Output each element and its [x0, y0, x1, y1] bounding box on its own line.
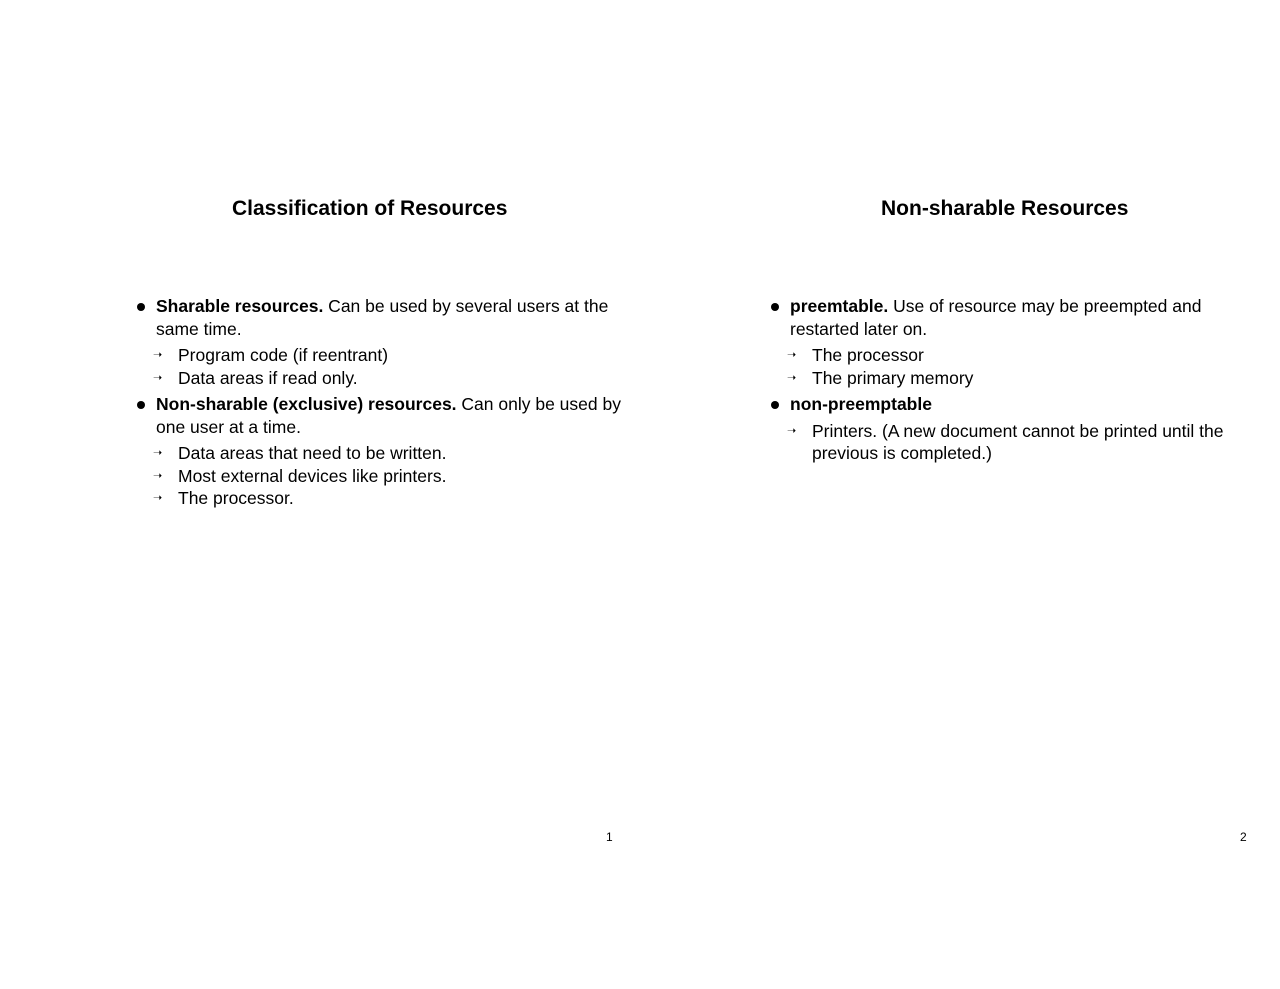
sub-item-text: The processor. — [178, 488, 294, 508]
bullet-dot-icon — [771, 401, 779, 409]
sub-item — [136, 465, 626, 488]
bullet-text: Can be used by several users at the same time. — [156, 296, 609, 339]
bullet-item — [136, 295, 626, 389]
bullet-dot-icon — [137, 303, 145, 311]
sub-item-text: Most external devices like printers. — [178, 465, 447, 486]
sub-list — [153, 442, 626, 510]
page-number: 2 — [1240, 830, 1247, 844]
sub-list — [787, 420, 1260, 465]
bullet-heading: Sharable resources. — [156, 296, 324, 316]
sub-item-text: Program code (if reentrant) — [178, 345, 389, 365]
arrow-right-icon: ➝ — [787, 424, 797, 437]
sub-list — [153, 344, 626, 389]
arrow-right-icon: ➝ — [787, 371, 797, 384]
bullet-item — [136, 393, 626, 510]
page-number: 1 — [606, 830, 613, 844]
slide-content — [770, 295, 1260, 469]
sub-item — [136, 367, 626, 390]
sub-item — [136, 344, 626, 367]
bullet-heading: preemtable. — [790, 296, 889, 316]
arrow-right-icon: ➝ — [153, 371, 163, 384]
arrow-right-icon: ➝ — [787, 349, 797, 361]
sub-item-text: Data areas if read only. — [178, 367, 358, 388]
bullet-item — [770, 295, 1260, 389]
slide-title: Non-sharable Resources — [881, 197, 1129, 220]
sub-item — [770, 420, 1260, 465]
sub-item-text: The processor — [812, 345, 924, 365]
sub-item — [136, 442, 626, 465]
arrow-right-icon: ➝ — [153, 469, 163, 482]
bullet-heading: non-preemptable — [790, 394, 932, 414]
arrow-right-icon: ➝ — [153, 349, 163, 361]
sub-item — [770, 344, 1260, 367]
bullet-item — [770, 393, 1260, 465]
sub-item-text: Printers. (A new document cannot be printed until the previous is completed.) — [812, 420, 1224, 463]
sub-item-text: Data areas that need to be written. — [178, 443, 447, 463]
slide-title: Classification of Resources — [232, 197, 508, 220]
bullet-dot-icon — [137, 401, 145, 409]
slide-2 — [640, 0, 1280, 989]
bullet-heading: Non-sharable (exclusive) resources. — [156, 394, 457, 414]
sub-item-text: The primary memory — [812, 367, 974, 388]
arrow-right-icon: ➝ — [153, 447, 163, 459]
arrow-right-icon: ➝ — [153, 492, 163, 504]
sub-item — [136, 487, 626, 510]
bullet-dot-icon — [771, 303, 779, 311]
slide-content — [136, 295, 626, 514]
bullet-text: Use of resource may be preempted and restarted later on. — [790, 296, 1202, 339]
sub-item — [770, 367, 1260, 390]
bullet-text: Can only be used by one user at a time. — [156, 394, 621, 437]
sub-list — [787, 344, 1260, 389]
